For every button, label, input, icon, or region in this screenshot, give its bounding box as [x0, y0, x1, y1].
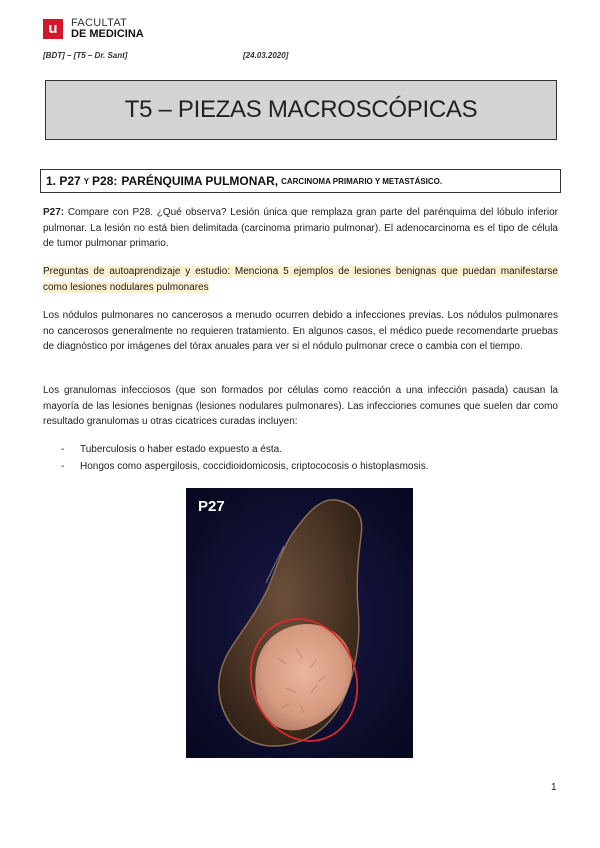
list-item	[43, 442, 428, 459]
study-question	[43, 264, 558, 295]
course-header: [BDT] – [T5 – Dr. Sant]	[43, 51, 128, 60]
university-logo-icon: u	[43, 19, 63, 39]
logo-line-2: DE MEDICINA	[71, 28, 144, 40]
faculty-logo	[43, 18, 144, 40]
page-title: T5 – PIEZAS MACROSCÓPICAS	[45, 80, 557, 140]
section-heading	[40, 169, 561, 193]
specimen-photo	[186, 488, 413, 758]
list-item-text: Hongos como aspergilosis, coccidioidomicosis, criptococosis o histoplasmosis.	[80, 460, 429, 472]
list-item-text: Tuberculosis o haber estado expuesto a ésta.	[80, 444, 282, 455]
section-number: 1. P27	[46, 174, 81, 188]
infection-list	[43, 442, 428, 475]
lung-specimen-image	[186, 488, 413, 758]
highlighted-question: Preguntas de autoaprendizaje y estudio: Menciona 5 ejemplos de lesiones benignas que puedan manifestarse como lesiones nodulares pulmonares	[43, 266, 558, 293]
section-conjunction: Y	[83, 176, 90, 186]
p27-paragraph	[43, 205, 558, 252]
bullet-dash: -	[61, 460, 65, 472]
p27-text: Compare con P28. ¿Qué observa? Lesión única que remplaza gran parte del parénquima del lóbulo inferior pulmonar. La lesión no está bien delimitada (carcinoma primario pulmonar). El adenocarcinoma es el tipo de célula de tumor pulmonar primario.	[43, 207, 558, 249]
section-p28: P28:	[92, 174, 118, 188]
bullet-dash: -	[61, 444, 65, 455]
date-header: [24.03.2020]	[243, 51, 289, 60]
granulomas-paragraph: Los granulomas infecciosos (que son formados por células como reacción a una infección pasada) causan la mayoría de las lesiones benignas (lesiones nodulares pulmonares). Las infecciones comunes que suelen dar como resultado granulomas u otras cicatrices curadas incluyen:	[43, 385, 558, 427]
section-subtitle: CARCINOMA PRIMARIO Y METASTÁSICO.	[281, 176, 443, 186]
section-main-title: PARÉNQUIMA PULMONAR,	[121, 174, 279, 188]
list-item	[43, 459, 428, 476]
nodules-paragraph: Los nódulos pulmonares no cancerosos a menudo ocurren debido a infecciones previas. Los nódulos pulmonares no cancerosos generalmente no requieren tratamiento. En algunos casos, el médico puede recomendarte pruebas de diagnóstico por imágenes del tórax anuales para ver si el nódulo pulmonar crece o cambia con el tiempo.	[43, 310, 558, 352]
page-number: 1	[551, 782, 557, 793]
p27-label: P27:	[43, 207, 65, 218]
logo-line-1: FACULTAT	[71, 17, 128, 29]
figure-label: P27	[198, 498, 225, 515]
logo-text	[71, 18, 144, 40]
